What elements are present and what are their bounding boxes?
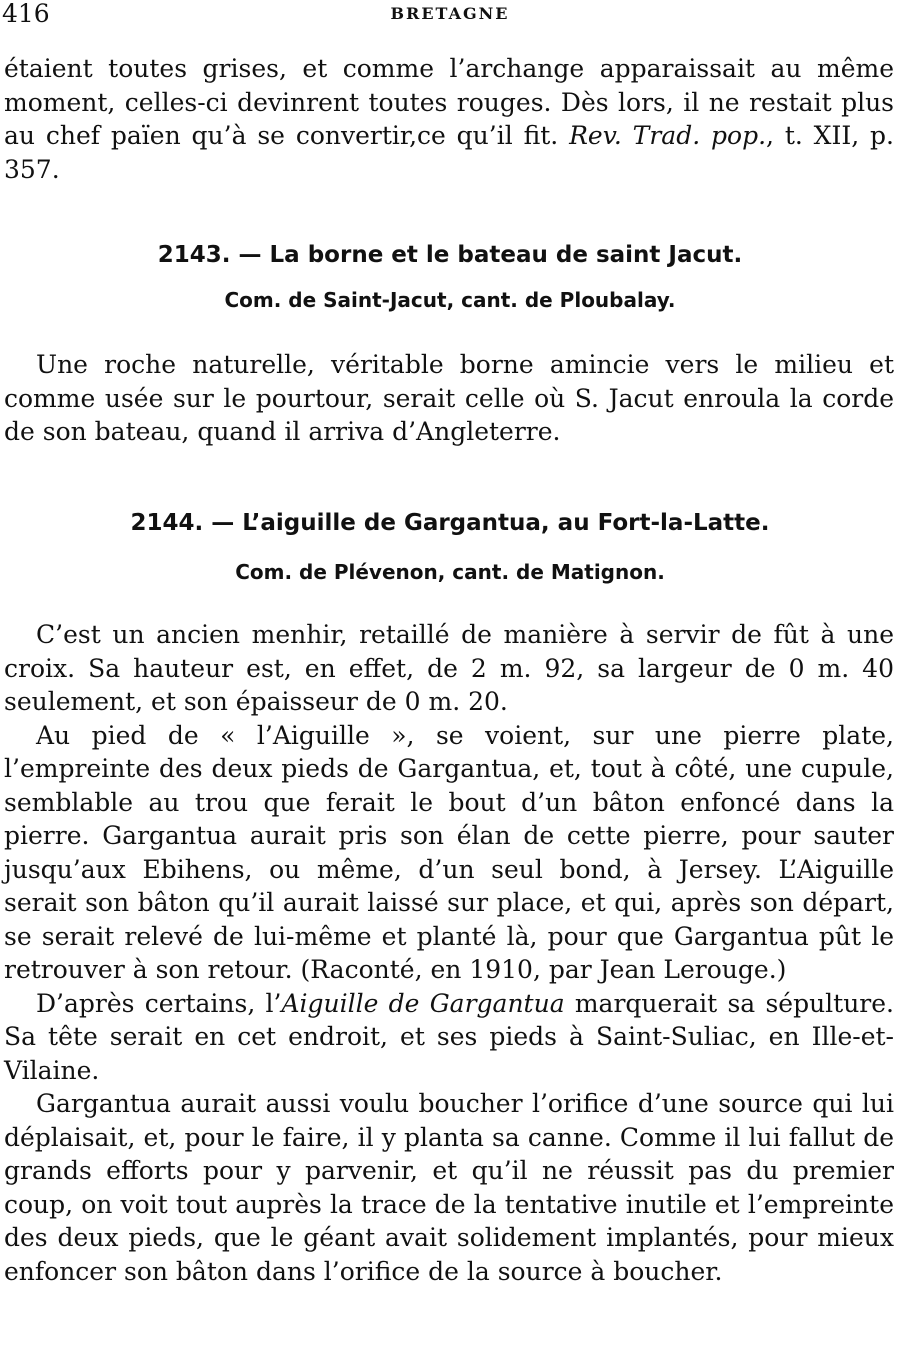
intro-paragraph	[4, 52, 894, 186]
section-2144-subtitle: Com. de Plévenon, cant. de Matignon.	[235, 560, 665, 584]
citation-title: Rev. Trad. pop.	[569, 121, 767, 150]
section-2144-paragraph-1: C’est un ancien menhir, retaillé de manière à servir de fût à une croix. Sa hauteur est, en effet, de 2 m. 92, sa largeur de 0 m. 40 seulement, et son épaisseur de 0 m. 20.	[4, 620, 894, 716]
section-2143-subtitle: Com. de Saint-Jacut, cant. de Ploubalay.	[224, 288, 676, 312]
p3-italic-title: Aiguille de Gargantua	[281, 988, 565, 1018]
citation-rest: , t. XII, p. 357.	[4, 121, 894, 184]
section-2144-body	[4, 618, 894, 1288]
running-title: BRETAGNE	[390, 4, 510, 23]
section-2143-title: 2143. — La borne et le bateau de saint Jacut.	[157, 242, 743, 268]
p3-before: D’après certains, l’	[36, 988, 282, 1018]
page-header	[0, 0, 900, 32]
section-2144-paragraph-3	[4, 987, 894, 1088]
section-2144-title: 2144. — L’aiguille de Gargantua, au Fort-la-Latte.	[130, 510, 770, 536]
intro-text: étaient toutes grises, et comme l’archange apparaissait au même moment, celles-ci devinrent toutes rouges. Dès lors, il ne restait plus au chef païen qu’à se convertir,ce qu’il fit.	[4, 54, 894, 150]
section-2144-paragraph-2: Au pied de « l’Aiguille », se voient, sur une pierre plate, l’empreinte des deux pieds de Gargantua, et, tout à côté, une cupule, semblable au trou que ferait le bout d’un bâton enfoncé dans la pierre. Gargantua aurait pris son élan de cette pierre, pour sauter jusqu’aux Ebihens, ou même, d’un seul bond, à Jersey. L’Aiguille serait son bâton qu’il aurait laissé sur place, et qui, après son départ, se serait relevé de lui-même et planté là, pour que Gargantua pût le retrouver à son retour. (Raconté, en 1910, par Jean Lerouge.)	[4, 720, 894, 984]
p3-after: marquerait sa sépulture. Sa tête serait en cet endroit, et ses pieds à Saint-Suliac, en Ille-et-Vilaine.	[4, 988, 895, 1085]
section-2143-paragraph: Une roche naturelle, véritable borne amincie vers le milieu et comme usée sur le pourtour, serait celle où S. Jacut enroula la corde de son bateau, quand il arriva d’Angleterre.	[4, 350, 894, 446]
page-number: 416	[2, 0, 50, 28]
section-2143-body	[4, 348, 894, 449]
section-2144-paragraph-4: Gargantua aurait aussi voulu boucher l’orifice d’une source qui lui déplaisait, et, pour le faire, il y planta sa canne. Comme il lui fallut de grands efforts pour y parvenir, et qu’il ne réussit pas du premier coup, on voit tout auprès la trace de la tentative inutile et l’empreinte des deux pieds, que le géant avait solidement implantés, pour mieux enfoncer son bâton dans l’orifice de la source à boucher.	[4, 1089, 894, 1286]
